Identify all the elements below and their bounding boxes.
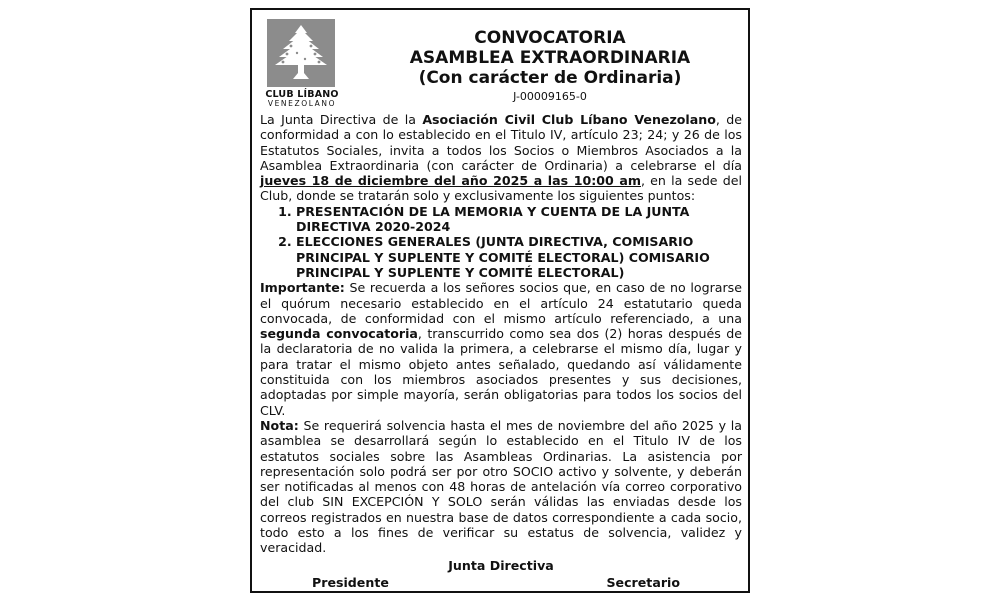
logo-name-line2: VENEZOLANO xyxy=(267,99,337,108)
agenda-item: 1. PRESENTACIÓN DE LA MEMORIA Y CUENTA DE LA JUNTA DIRECTIVA 2020-2024 xyxy=(296,204,742,235)
importante-text-2: , transcurrido como sea dos (2) horas después de la declaratoria de no valida la primera, a celebrarse el mismo día, lugar y para tratar el mismo objeto antes señalado, quedando así válidamente constituida con los miembros asociados presentes y sus decisiones, adoptadas por simple mayoría, serán obligatorias para todos los socios del CLV. xyxy=(260,326,742,418)
signature-title: Junta Directiva xyxy=(448,557,554,573)
importante-label: Importante: xyxy=(260,280,345,296)
title-convocatoria: CONVOCATORIA xyxy=(474,28,626,48)
intro-text-2: , de conformidad a con lo establecido en el Titulo IV, artículo 23; 24; y 26 de los Estatutos Sociales, invita a todos los Socios o Miembros Asociados a la Asamblea Extraordinaria (con carácter de Ordinaria) a celebrarse el día xyxy=(260,112,743,173)
organization-name: Asociación Civil Club Líbano Venezolano xyxy=(422,112,716,127)
rif-number: J-00009165-0 xyxy=(513,90,587,103)
logo-name-line1: CLUB LÍBANO xyxy=(265,89,339,100)
agenda-item: 2. ELECCIONES GENERALES (JUNTA DIRECTIVA, COMISARIO PRINCIPAL Y SUPLENTE Y COMITÉ ELECTORAL) COMISARIO PRINCIPAL Y SUPLENTE Y COMITÉ ELECTORAL) xyxy=(296,234,742,280)
importante-paragraph xyxy=(260,280,742,418)
notice-header xyxy=(352,28,748,104)
title-caracter: (Con carácter de Ordinaria) xyxy=(418,68,682,88)
importante-text-1: Se recuerda a los señores socios que, en caso de no lograrse el quórum necesario establecido en el artículo 24 estatutario queda convocada, de conformidad con el mismo artículo referenciado, a una xyxy=(260,280,742,326)
intro-text-3: , en la sede del Club, donde se tratarán solo y exclusivamente los siguientes puntos: xyxy=(260,173,742,204)
cedar-tree-icon xyxy=(267,19,335,87)
intro-paragraph xyxy=(260,112,742,204)
assembly-date: jueves 18 de diciembre del año 2025 a las 10:00 am xyxy=(260,173,641,189)
agenda-list xyxy=(260,204,742,280)
intro-text-1: La Junta Directiva de la xyxy=(260,112,423,127)
title-asamblea: ASAMBLEA EXTRAORDINARIA xyxy=(409,48,691,68)
segunda-convocatoria: segunda convocatoria xyxy=(260,326,418,342)
nota-text: Se requerirá solvencia hasta el mes de noviembre del año 2025 y la asamblea se desarrollará según lo establecido en el Titulo IV de los estatutos sociales sobre las Asambleas Ordinarias. La asistencia por representación solo podrá ser por otro SOCIO activo y solvente, y deberán ser notificadas al menos con 48 horas de antelación vía correo corporativo del club SIN EXCEPCIÓN Y SOLO serán válidas las enviadas desde los correos registrados en nuestra base de datos correspondiente a cada socio, todo esto a los fines de verificar su estatus de solvencia, validez y veracidad. xyxy=(260,417,742,556)
club-logo xyxy=(262,16,342,108)
signature-presidente: Presidente xyxy=(312,574,389,590)
signature-secretario: Secretario xyxy=(606,574,680,590)
signature-row xyxy=(260,575,742,590)
nota-paragraph xyxy=(260,418,742,556)
nota-label: Nota: xyxy=(260,417,299,433)
notice-body xyxy=(260,112,742,590)
convocatoria-notice xyxy=(250,8,750,593)
